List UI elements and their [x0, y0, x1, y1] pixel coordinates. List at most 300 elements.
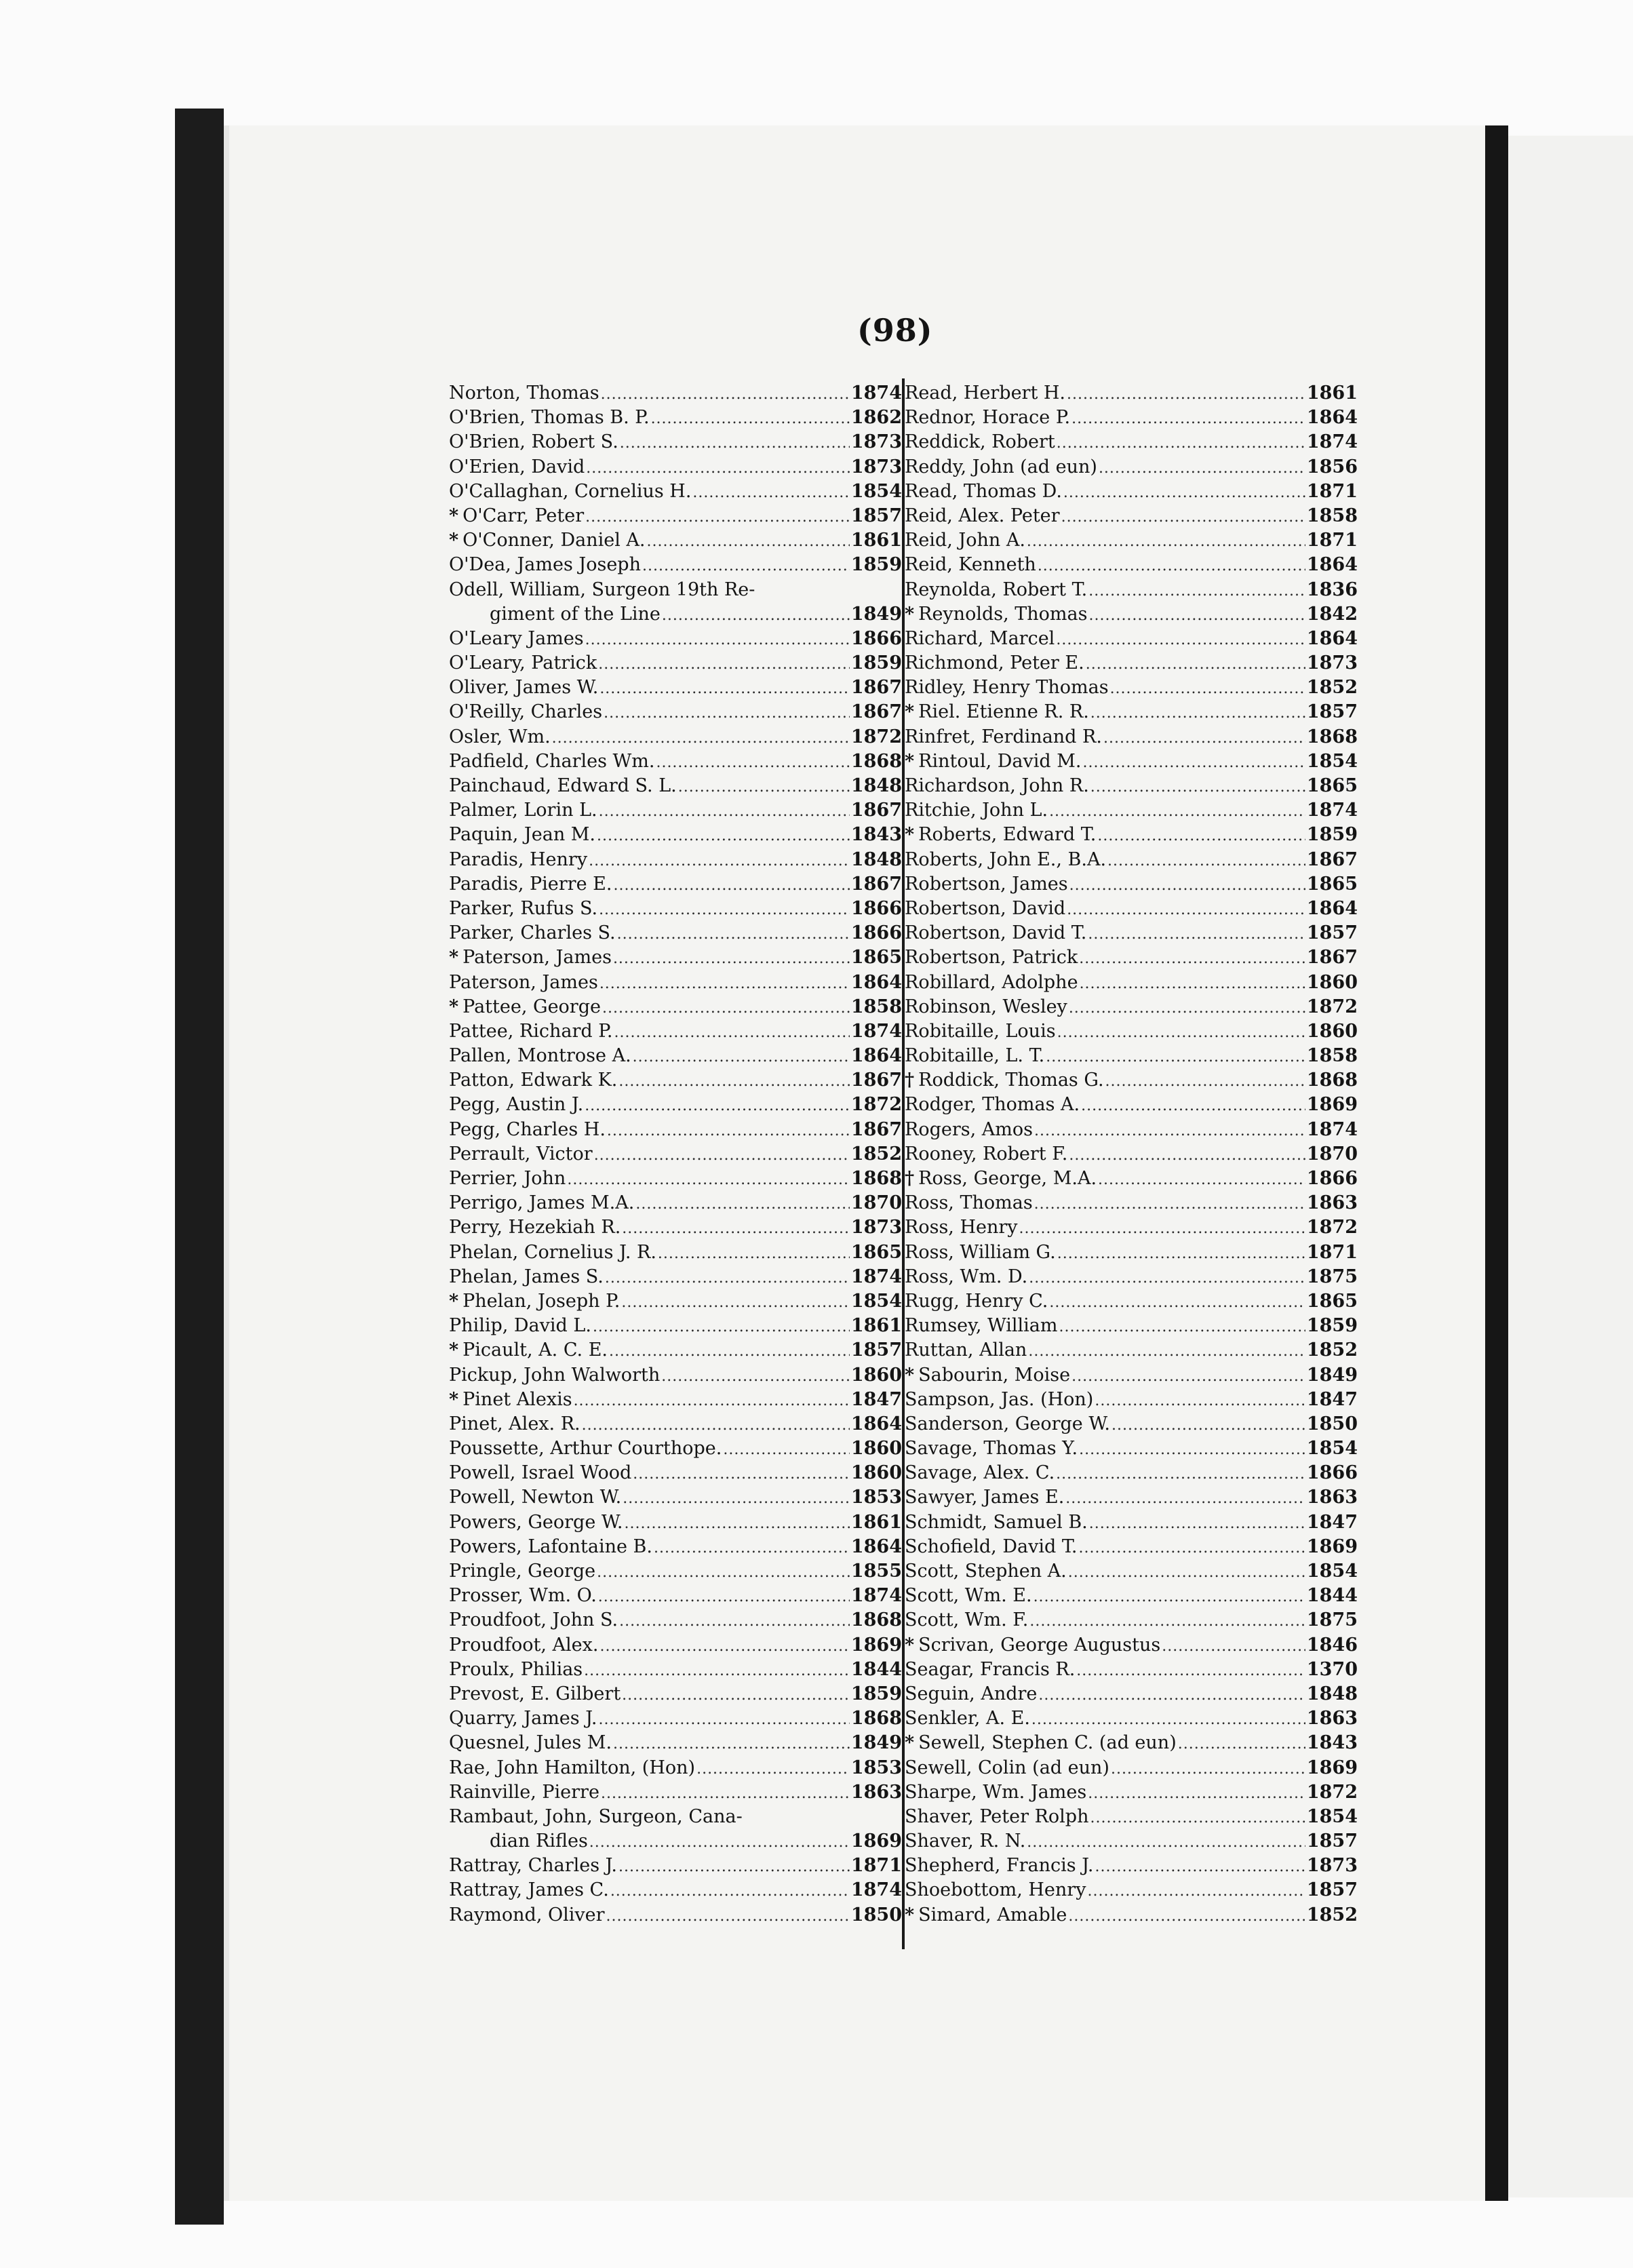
dot-leader: [1111, 1757, 1305, 1780]
entry-name-text: Pallen, Montrose A.: [449, 1045, 631, 1067]
dot-leader: [1107, 849, 1305, 872]
dot-leader: [622, 1683, 850, 1706]
dot-leader: [1081, 1094, 1305, 1117]
entry-year: 1857: [1306, 701, 1358, 723]
entry-name-text: Simard, Amable: [918, 1904, 1067, 1925]
entry-name-text: dian Rifles: [490, 1831, 588, 1852]
dot-leader: [1088, 922, 1305, 945]
directory-entry: [905, 1191, 1358, 1215]
entry-name-text: Savage, Alex. C.: [905, 1462, 1055, 1484]
entry-name-text: Pegg, Charles H.: [449, 1118, 606, 1140]
entry-year: 1853: [850, 1487, 902, 1508]
directory-entry: [449, 480, 902, 504]
directory-entry: [449, 848, 902, 872]
page-number: (98): [857, 312, 933, 349]
entry-name: [449, 1805, 743, 1829]
entry-year: 1866: [850, 627, 902, 649]
dot-leader: [1098, 1168, 1305, 1191]
dot-leader: [696, 1757, 850, 1780]
entry-name: [449, 1731, 612, 1755]
entry-name-text: giment of the Line: [490, 603, 661, 625]
entry-year: 1867: [850, 800, 902, 821]
entry-year: 1870: [850, 1192, 902, 1214]
dot-leader: [613, 874, 849, 897]
entry-name-text: O'Dea, James Joseph: [449, 554, 641, 576]
dot-leader: [621, 1291, 849, 1314]
directory-entry: [449, 1535, 902, 1559]
directory-entry: [905, 528, 1358, 553]
directory-entry: [905, 1093, 1358, 1117]
directory-entry: [905, 1658, 1358, 1682]
directory-entry: [905, 1388, 1358, 1412]
entry-year: 1864: [850, 1536, 902, 1557]
dot-leader: [1057, 1021, 1305, 1044]
entry-name: [449, 995, 601, 1019]
dot-leader: [1034, 1119, 1305, 1142]
dot-leader: [1069, 1143, 1305, 1167]
entry-year: 1847: [850, 1388, 902, 1410]
entry-name: [449, 1388, 572, 1412]
entry-name: [905, 848, 1106, 872]
entry-year: 1865: [850, 1241, 902, 1263]
entry-name-text: Phelan, Cornelius J. R.: [449, 1241, 656, 1263]
dot-leader: [586, 456, 850, 480]
entry-year: 1872: [1306, 1217, 1358, 1238]
dot-leader: [585, 628, 850, 651]
entry-name-text: Perrault, Victor: [449, 1143, 593, 1165]
entry-name-text: Paquin, Jean M.: [449, 824, 596, 846]
dot-leader: [1069, 996, 1305, 1019]
entry-year: 1871: [1306, 480, 1358, 502]
entry-name-text: Reddy, John (ad eun): [905, 456, 1097, 477]
directory-entry: [905, 1215, 1358, 1240]
entry-year: 1857: [1306, 922, 1358, 944]
entry-year: 1861: [850, 530, 902, 551]
entry-name: [449, 1461, 631, 1485]
directory-entry: [905, 430, 1358, 454]
entry-name-text: O'Brien, Robert S.: [449, 431, 618, 453]
entry-year: 1866: [850, 897, 902, 919]
asterisk-mark-icon: *: [449, 1340, 459, 1361]
entry-name: [905, 823, 1096, 847]
entry-name: [905, 1535, 1077, 1559]
directory-entry: [449, 1485, 902, 1510]
directory-entry: [905, 1903, 1358, 1928]
entry-year: 1874: [1306, 800, 1358, 821]
dot-leader: [1056, 628, 1305, 651]
entry-name-text: Sanderson, George W.: [905, 1413, 1110, 1434]
dot-leader: [1071, 407, 1305, 430]
entry-name-text: Prosser, Wm. O.: [449, 1585, 597, 1607]
asterisk-mark-icon: *: [449, 1290, 459, 1312]
directory-entry: [905, 749, 1358, 774]
directory-entry: [449, 602, 902, 627]
dot-leader: [1162, 1635, 1305, 1658]
entry-name-text: Sewell, Colin (ad eun): [905, 1757, 1109, 1778]
dot-leader: [617, 922, 850, 945]
directory-entry: [905, 1314, 1358, 1338]
entry-name: [449, 798, 597, 823]
entry-name-text: Reid, Kenneth: [905, 554, 1036, 576]
directory-entry: [449, 1215, 902, 1240]
entry-year: 1868: [1306, 726, 1358, 747]
dot-leader: [1031, 1708, 1305, 1731]
entry-year: 1872: [850, 1094, 902, 1116]
entry-year: 1856: [1306, 456, 1358, 477]
entry-name: [905, 1854, 1094, 1878]
entry-name: [449, 1780, 599, 1805]
entry-name: [905, 1682, 1037, 1706]
entry-name-text: Pattee, Richard P.: [449, 1020, 613, 1042]
dot-leader: [602, 996, 850, 1019]
entry-name-text: Paradis, Pierre E.: [449, 873, 612, 895]
entry-name: [905, 1167, 1097, 1191]
entry-name: [905, 504, 1060, 528]
asterisk-mark-icon: *: [449, 947, 459, 969]
entry-name-text: Pringle, George: [449, 1561, 596, 1582]
directory-entry: [449, 578, 902, 602]
entry-name-text: Sewell, Stephen C. (ad eun): [918, 1732, 1177, 1754]
dot-leader: [656, 751, 849, 774]
entry-name-text: Richmond, Peter E.: [905, 652, 1084, 674]
entry-year: 1873: [1306, 1855, 1358, 1877]
dot-leader: [599, 800, 850, 823]
entry-name-text: Perry, Hezekiah R.: [449, 1217, 621, 1238]
dot-leader: [598, 1585, 850, 1608]
entry-year: 1868: [1306, 1070, 1358, 1091]
dot-leader: [618, 1070, 849, 1093]
directory-entry: [449, 1019, 902, 1044]
directory-entry: [905, 1829, 1358, 1854]
dot-leader: [1038, 1683, 1305, 1706]
entry-year: 1860: [850, 1462, 902, 1484]
directory-entry: [905, 1731, 1358, 1755]
dot-leader: [1079, 947, 1305, 970]
entry-name: [905, 627, 1055, 651]
book-left-edge: [175, 109, 224, 2225]
dot-leader: [601, 383, 850, 406]
entry-name-text: Proudfoot, Alex.: [449, 1634, 599, 1656]
dot-leader: [623, 1487, 850, 1510]
dot-leader: [622, 1217, 850, 1240]
entry-year: 1865: [850, 947, 902, 969]
directory-entry: [449, 1854, 902, 1878]
dot-leader: [1069, 874, 1305, 897]
entry-name-text: Reid, John A.: [905, 530, 1025, 551]
entry-name-text: Robertson, James: [905, 873, 1068, 895]
entry-name-text: Senkler, A. E.: [905, 1708, 1030, 1729]
entry-name: [449, 921, 616, 945]
entry-year: 1873: [1306, 652, 1358, 674]
directory-entry: [905, 1854, 1358, 1878]
directory-entry: [449, 1903, 902, 1928]
directory-entry: [449, 651, 902, 676]
directory-entry: [905, 1289, 1358, 1314]
directory-entry: [449, 1436, 902, 1461]
entry-year: 1849: [1306, 1364, 1358, 1386]
dot-leader: [1056, 1462, 1305, 1485]
entry-year: 1843: [850, 824, 902, 846]
entry-name: [449, 1240, 656, 1265]
entry-name: [905, 774, 1089, 798]
directory-entry: [905, 1682, 1358, 1706]
entry-name: [449, 1044, 631, 1068]
entry-name: [449, 1903, 605, 1928]
entry-name: [449, 1682, 621, 1706]
entry-name: [905, 455, 1097, 480]
asterisk-mark-icon: *: [449, 505, 459, 526]
entry-year: 1873: [850, 1217, 902, 1238]
entry-year: 1846: [1306, 1634, 1358, 1656]
directory-entry: [449, 406, 902, 430]
dot-leader: [1067, 383, 1305, 406]
entry-name-text: Reynolds, Thomas: [918, 603, 1088, 625]
entry-year: 1860: [850, 1364, 902, 1386]
entry-year: 1847: [1306, 1511, 1358, 1533]
dot-leader: [589, 1831, 850, 1854]
asterisk-mark-icon: *: [905, 1904, 915, 1925]
entry-name-text: O'Carr, Peter: [463, 505, 585, 526]
asterisk-mark-icon: *: [449, 1388, 459, 1410]
entry-year: 1850: [850, 1904, 902, 1925]
dot-leader: [633, 1462, 850, 1485]
entry-name: [449, 455, 585, 480]
directory-entry: [905, 578, 1358, 602]
dot-leader: [1057, 1242, 1305, 1265]
entry-name: [905, 1510, 1088, 1535]
dot-leader: [601, 1782, 850, 1805]
entry-name-text: Robitaille, Louis: [905, 1020, 1056, 1042]
entry-year: 1850: [1306, 1413, 1358, 1434]
dot-leader: [618, 1855, 850, 1878]
entry-name: [449, 725, 551, 749]
entry-name: [449, 1118, 606, 1142]
entry-name: [905, 1191, 1033, 1215]
dot-leader: [1105, 1070, 1305, 1093]
entry-name-text: Riel. Etienne R. R.: [918, 701, 1089, 723]
dot-leader: [1019, 1217, 1305, 1240]
entry-name: [905, 945, 1078, 970]
directory-entry: [449, 1805, 902, 1829]
entry-year: 1867: [850, 1118, 902, 1140]
entry-year: 1857: [1306, 1831, 1358, 1852]
entry-year: 1868: [850, 750, 902, 772]
entry-year: 1854: [1306, 750, 1358, 772]
entry-name: [905, 578, 1087, 602]
dot-leader: [1065, 1487, 1305, 1510]
entry-name: [449, 749, 654, 774]
directory-entry: [905, 1878, 1358, 1902]
entry-year: 1874: [850, 1585, 902, 1607]
entry-name-text: Ross, William G.: [905, 1241, 1056, 1263]
directory-entry: [905, 921, 1358, 945]
directory-entry: [905, 1559, 1358, 1584]
dot-leader: [1089, 1512, 1305, 1535]
directory-entry: [449, 872, 902, 897]
entry-year: 1870: [1306, 1143, 1358, 1165]
entry-name-text: Paradis, Henry: [449, 848, 588, 870]
entry-name-text: Pegg, Austin J.: [449, 1094, 584, 1116]
entry-name: [905, 700, 1089, 724]
entry-name: [449, 651, 597, 676]
dot-leader: [1071, 1365, 1305, 1388]
dot-leader: [647, 530, 850, 553]
entry-year: 1844: [1306, 1585, 1358, 1607]
entry-year: 1866: [850, 922, 902, 944]
entry-name-text: O'Erien, David: [449, 456, 585, 477]
directory-entry: [905, 1485, 1358, 1510]
entry-year: 1860: [1306, 1020, 1358, 1042]
entry-name: [905, 1756, 1109, 1780]
entry-name-text: Richard, Marcel: [905, 627, 1055, 649]
directory-entry: [449, 1756, 902, 1780]
entry-year: 1864: [1306, 627, 1358, 649]
entry-year: 1872: [1306, 1781, 1358, 1803]
entry-year: 1854: [850, 1290, 902, 1312]
entry-year: 1852: [1306, 1904, 1358, 1925]
entry-year: 1843: [1306, 1732, 1358, 1754]
dot-leader: [1079, 1438, 1305, 1461]
entry-year: 1864: [1306, 554, 1358, 576]
asterisk-mark-icon: *: [905, 603, 915, 625]
entry-name-text: Powell, Israel Wood: [449, 1462, 632, 1484]
directory-entry: [905, 1805, 1358, 1829]
entry-name: [905, 1485, 1064, 1510]
entry-year: 1874: [1306, 431, 1358, 453]
directory-entry: [449, 921, 902, 945]
directory-entry: [449, 1584, 902, 1608]
entry-name-text: Reid, Alex. Peter: [905, 505, 1060, 526]
entry-name-text: Phelan, James S.: [449, 1266, 604, 1287]
dot-leader: [605, 1266, 850, 1289]
dot-leader: [1029, 1266, 1305, 1289]
entry-name: [905, 1068, 1104, 1093]
directory-entry: [905, 1118, 1358, 1142]
entry-year: 1869: [850, 1634, 902, 1656]
directory-entry: [449, 1658, 902, 1682]
entry-name-text: Roberts, John E., B.A.: [905, 848, 1107, 870]
directory-entry: [449, 1265, 902, 1289]
entry-year: 1867: [850, 701, 902, 723]
entry-name-text: Rintoul, David M.: [918, 750, 1082, 772]
directory-entry: [905, 1706, 1358, 1731]
entry-name-text: Pickup, John Walworth: [449, 1364, 661, 1386]
directory-entry: [449, 725, 902, 749]
directory-entry: [449, 1044, 902, 1068]
entry-name: [449, 1658, 583, 1682]
dot-leader: [582, 1413, 850, 1436]
dot-leader: [1095, 1855, 1305, 1878]
entry-year: 1849: [850, 1732, 902, 1754]
entry-name-text: Ross, Thomas: [905, 1192, 1033, 1214]
directory-entry: [905, 480, 1358, 504]
dot-leader: [635, 1192, 850, 1215]
entry-year: 1862: [850, 407, 902, 429]
entry-name: [449, 627, 584, 651]
dot-leader: [661, 1365, 850, 1388]
directory-entry: [449, 1780, 902, 1805]
entry-name-text: Powers, Lafontaine B.: [449, 1536, 652, 1557]
entry-name-text: Shaver, R. N.: [905, 1831, 1026, 1852]
entry-name: [905, 381, 1065, 406]
entry-name: [905, 1289, 1048, 1314]
dot-leader: [574, 1389, 850, 1412]
entry-name: [490, 602, 661, 627]
entry-name: [905, 1829, 1025, 1854]
dagger-mark-icon: †: [905, 1168, 915, 1189]
directory-entry: [905, 1633, 1358, 1658]
dot-leader: [619, 1609, 850, 1632]
entry-name: [905, 1706, 1030, 1731]
entry-year: 1858: [1306, 505, 1358, 526]
entry-year: 1857: [1306, 1879, 1358, 1901]
entry-year: 1863: [1306, 1487, 1358, 1508]
dot-leader: [1061, 505, 1305, 528]
dot-leader: [1057, 431, 1305, 454]
entry-name: [905, 798, 1048, 823]
entry-year: 1867: [850, 677, 902, 699]
dot-leader: [1099, 456, 1305, 480]
entry-year: 1867: [850, 1070, 902, 1091]
entry-year: 1859: [850, 1683, 902, 1704]
entry-name: [905, 725, 1102, 749]
dot-leader: [1110, 677, 1305, 700]
directory-entry: [449, 627, 902, 651]
dot-leader: [1038, 554, 1305, 577]
entry-name: [449, 1314, 591, 1338]
dot-leader: [1029, 1609, 1305, 1632]
dot-leader: [1090, 701, 1305, 724]
directory-entry: [905, 725, 1358, 749]
entry-name: [905, 602, 1087, 627]
dot-leader: [625, 1512, 850, 1535]
dot-leader: [599, 898, 850, 921]
dot-leader: [1086, 652, 1305, 676]
entry-name: [905, 1461, 1055, 1485]
entry-name-text: Proulx, Philias: [449, 1658, 583, 1680]
entry-name: [905, 1731, 1177, 1755]
entry-name-text: Rodger, Thomas A.: [905, 1094, 1080, 1116]
directory-entry: [449, 995, 902, 1019]
entry-name-text: Rattray, Charles J.: [449, 1855, 617, 1877]
directory-entry: [905, 1780, 1358, 1805]
entry-name-text: Rae, John Hamilton, (Hon): [449, 1757, 696, 1778]
entry-name: [905, 1633, 1160, 1658]
entry-name: [905, 872, 1068, 897]
dot-leader: [1078, 1536, 1305, 1559]
entry-name-text: Rinfret, Ferdinand R.: [905, 726, 1102, 747]
entry-year: 1370: [1306, 1658, 1358, 1680]
entry-name-text: Sawyer, James E.: [905, 1487, 1065, 1508]
dot-leader: [1034, 1192, 1305, 1215]
entry-year: 1861: [850, 1315, 902, 1337]
entry-name: [905, 1559, 1067, 1584]
dot-leader: [1080, 972, 1305, 995]
entry-name-text: Scrivan, George Augustus: [918, 1634, 1161, 1656]
entry-year: 1852: [1306, 1340, 1358, 1361]
entry-name: [905, 1338, 1027, 1363]
dot-leader: [651, 407, 850, 430]
entry-year: 1866: [1306, 1168, 1358, 1189]
entry-name: [449, 1019, 613, 1044]
entry-name: [905, 921, 1086, 945]
entry-name: [449, 1510, 623, 1535]
entry-year: 1869: [1306, 1757, 1358, 1778]
directory-entry: [905, 504, 1358, 528]
entry-name: [905, 1412, 1110, 1436]
entry-name: [449, 528, 646, 553]
entry-name-text: Raymond, Oliver: [449, 1904, 605, 1925]
